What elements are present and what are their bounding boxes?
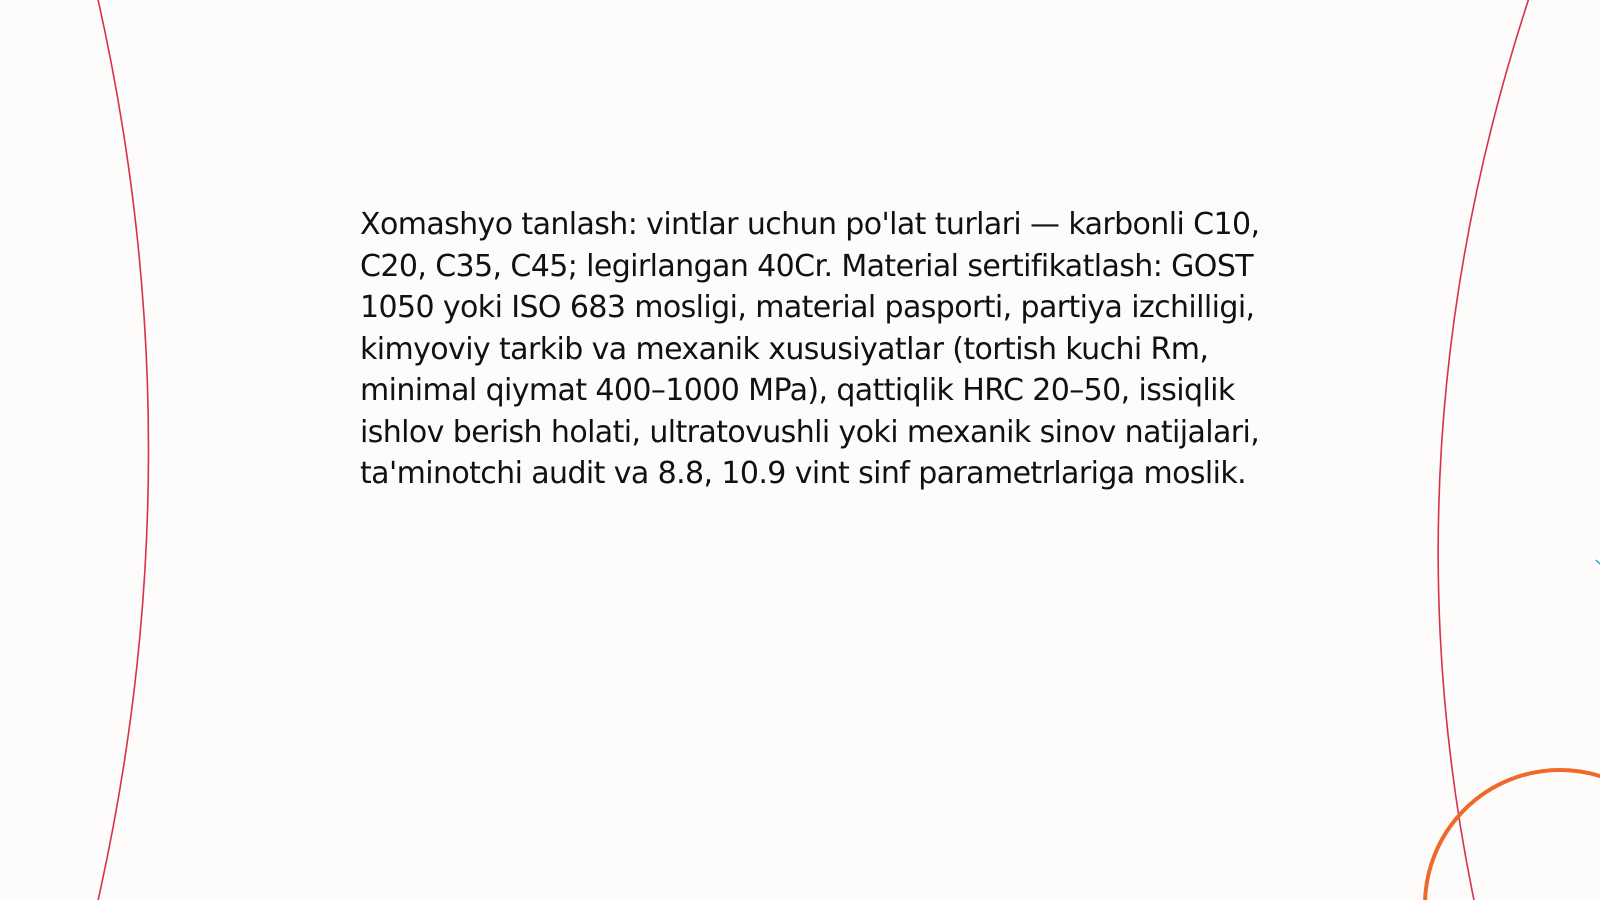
corner-circle-decoration: [1425, 770, 1600, 900]
accent-tick-decoration: [1596, 560, 1600, 564]
right-arc-decoration: [1438, 0, 1530, 900]
slide-body-text: Xomashyo tanlash: vintlar uchun po'lat turlari — karbonli C10, C20, C35, C45; legirlangan 40Cr. Material sertifikatlash: GOST 1050 yoki ISO 683 mosligi, material pasporti, partiya izchilligi, kimyoviy tarkib va mexanik xususiyatlar (tortish kuchi Rm, minimal qiymat 400–1000 MPa), qattiqlik HRC 20–50, issiqlik ishlov berish holati, ultratovushli yoki mexanik sinov natijalari, ta'minotchi audit va 8.8, 10.9 vint sinf parametrlariga moslik.: [360, 207, 1260, 491]
left-arc-decoration: [97, 0, 149, 900]
